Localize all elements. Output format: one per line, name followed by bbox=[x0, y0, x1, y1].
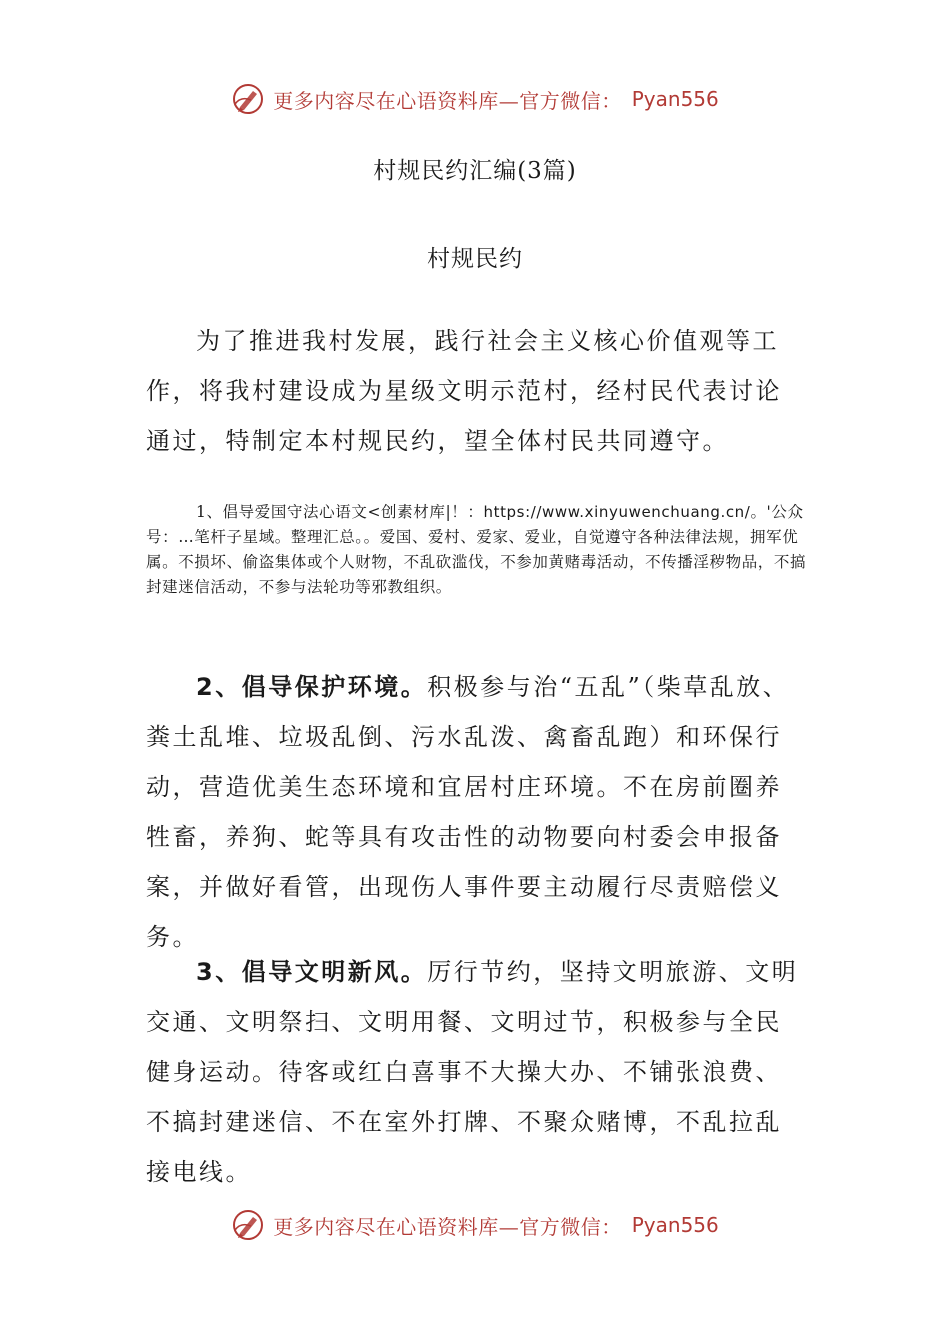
watermark-text: 更多内容尽在心语资料库—官方微信： bbox=[273, 1214, 622, 1239]
intro-paragraph: 为了推进我村发展，践行社会主义核心价值观等工作，将我村建设成为星级文明示范村，经村民代表讨论通过，特制定本村规民约，望全体村民共同遵守。 bbox=[146, 327, 782, 455]
pen-logo-icon bbox=[231, 1208, 265, 1242]
section-title: 村规民约 bbox=[427, 246, 523, 272]
item-1-body: 。'公众号：…笔杆子星域。整理汇总。。爱国、爱村、爱家、爱业，自觉遵守各种法律法规，拥军优属。不损坏、偷盗集体或个人财物，不乱砍滥伐，不参加黄赌毒活动，不传播淫秽物品，不搞封建迷信活动，不参与法轮功等邪教组织。 bbox=[146, 503, 807, 596]
item-2-body: 积极参与治“五乱”（柴草乱放、粪土乱堆、垃圾乱倒、污水乱泼、禽畜乱跑）和环保行动，营造优美生态环境和宜居村庄环境。不在房前圈养牲畜，养狗、蛇等具有攻击性的动物要向村委会申报备案，并做好看管，出现伤人事件要主动履行尽责赔偿义务。 bbox=[146, 673, 790, 951]
pen-logo-icon bbox=[231, 82, 265, 116]
item-2-paragraph bbox=[146, 662, 806, 962]
item-1-link[interactable]: https://www.xinyuwenchuang.cn/ bbox=[483, 503, 751, 521]
item-3-body: 厉行节约，坚持文明旅游、文明交通、文明祭扫、文明用餐、文明过节，积极参与全民健身运动。待客或红白喜事不大操大办、不铺张浪费、不搞封建迷信、不在室外打牌、不聚众赌博，不乱拉乱接电线。 bbox=[146, 958, 799, 1186]
watermark-wechat-id: Pyan556 bbox=[631, 1213, 719, 1237]
item-1-paragraph bbox=[146, 500, 810, 600]
watermark-text: 更多内容尽在心语资料库—官方微信： bbox=[273, 88, 622, 113]
item-3-paragraph bbox=[146, 947, 806, 1197]
item-1-prefix: 1、倡导爱国守法心语文<创素材库|！： bbox=[196, 503, 484, 521]
item-3-heading: 3、倡导文明新风。 bbox=[196, 958, 428, 986]
item-2-heading: 2、倡导保护环境。 bbox=[196, 673, 428, 701]
footer-watermark bbox=[0, 1208, 950, 1242]
watermark-wechat-id: Pyan556 bbox=[631, 87, 719, 111]
document-title: 村规民约汇编(3篇) bbox=[373, 158, 577, 184]
header-watermark bbox=[0, 82, 950, 116]
